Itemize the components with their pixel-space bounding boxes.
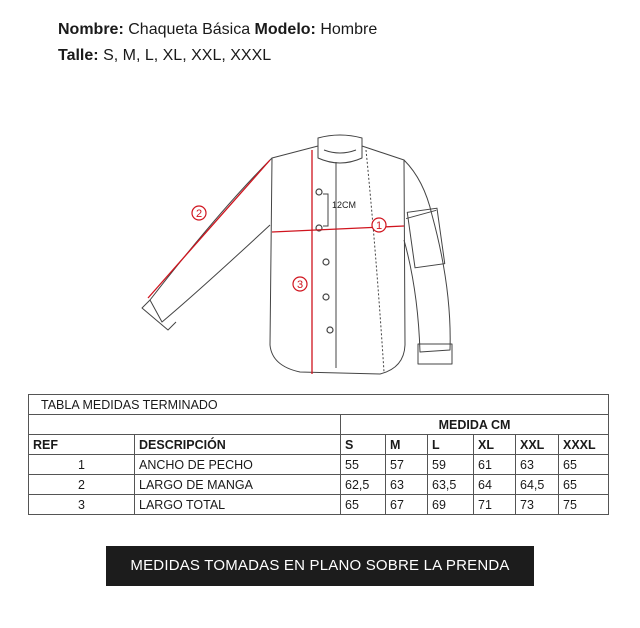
row-value: 65 (559, 475, 609, 495)
row-value: 63 (516, 455, 559, 475)
row-value: 65 (559, 455, 609, 475)
row-value: 63,5 (428, 475, 474, 495)
row-value: 61 (474, 455, 516, 475)
jacket-button (327, 327, 333, 333)
modelo-label: Modelo: (254, 21, 316, 38)
table-row (29, 475, 609, 495)
jacket-button (316, 189, 322, 195)
size-header: XXL (516, 435, 559, 455)
row-value: 62,5 (341, 475, 386, 495)
row-value: 64 (474, 475, 516, 495)
row-value: 71 (474, 495, 516, 515)
row-ref: 1 (29, 455, 135, 475)
talle-label: Talle: (58, 47, 99, 64)
nombre-value: Chaqueta Básica (128, 21, 251, 38)
jacket-button (323, 294, 329, 300)
row-value: 64,5 (516, 475, 559, 495)
medida-header: MEDIDA CM (341, 415, 609, 435)
header-talle-line (58, 46, 271, 66)
jacket-technical-sketch (140, 128, 470, 386)
table-header-row (29, 435, 609, 455)
row-value: 67 (386, 495, 428, 515)
marker-1-label: 1 (375, 220, 383, 232)
row-value: 57 (386, 455, 428, 475)
size-header: S (341, 435, 386, 455)
table-row (29, 455, 609, 475)
sleeve-length-line (148, 160, 270, 298)
jacket-left-sleeve (150, 158, 272, 322)
row-desc: ANCHO DE PECHO (135, 455, 341, 475)
dimension-bracket (323, 194, 328, 226)
table-title: TABLA MEDIDAS TERMINADO (29, 395, 341, 415)
row-value: 63 (386, 475, 428, 495)
size-header: M (386, 435, 428, 455)
dimension-label: 12CM (332, 200, 357, 210)
talle-value: S, M, L, XL, XXL, XXXL (103, 47, 272, 64)
header-nombre-line (58, 20, 377, 40)
modelo-value: Hombre (320, 21, 378, 38)
row-ref: 2 (29, 475, 135, 495)
row-desc: LARGO DE MANGA (135, 475, 341, 495)
row-value: 73 (516, 495, 559, 515)
row-value: 55 (341, 455, 386, 475)
jacket-button (323, 259, 329, 265)
row-value: 59 (428, 455, 474, 475)
marker-2-label: 2 (195, 208, 203, 220)
table-row (29, 495, 609, 515)
marker-3-label: 3 (296, 279, 304, 291)
table-title-row (29, 395, 609, 415)
size-header: XXXL (559, 435, 609, 455)
desc-header: DESCRIPCIÓN (135, 435, 341, 455)
row-ref: 3 (29, 495, 135, 515)
size-header: XL (474, 435, 516, 455)
size-header: L (428, 435, 474, 455)
jacket-body (270, 146, 405, 374)
footer-banner: MEDIDAS TOMADAS EN PLANO SOBRE LA PRENDA (106, 546, 534, 586)
row-value: 75 (559, 495, 609, 515)
row-desc: LARGO TOTAL (135, 495, 341, 515)
ref-header: REF (29, 435, 135, 455)
measurements-table (28, 394, 609, 515)
nombre-label: Nombre: (58, 21, 124, 38)
jacket-collar (318, 135, 362, 163)
row-value: 65 (341, 495, 386, 515)
row-value: 69 (428, 495, 474, 515)
table-medida-row (29, 415, 609, 435)
